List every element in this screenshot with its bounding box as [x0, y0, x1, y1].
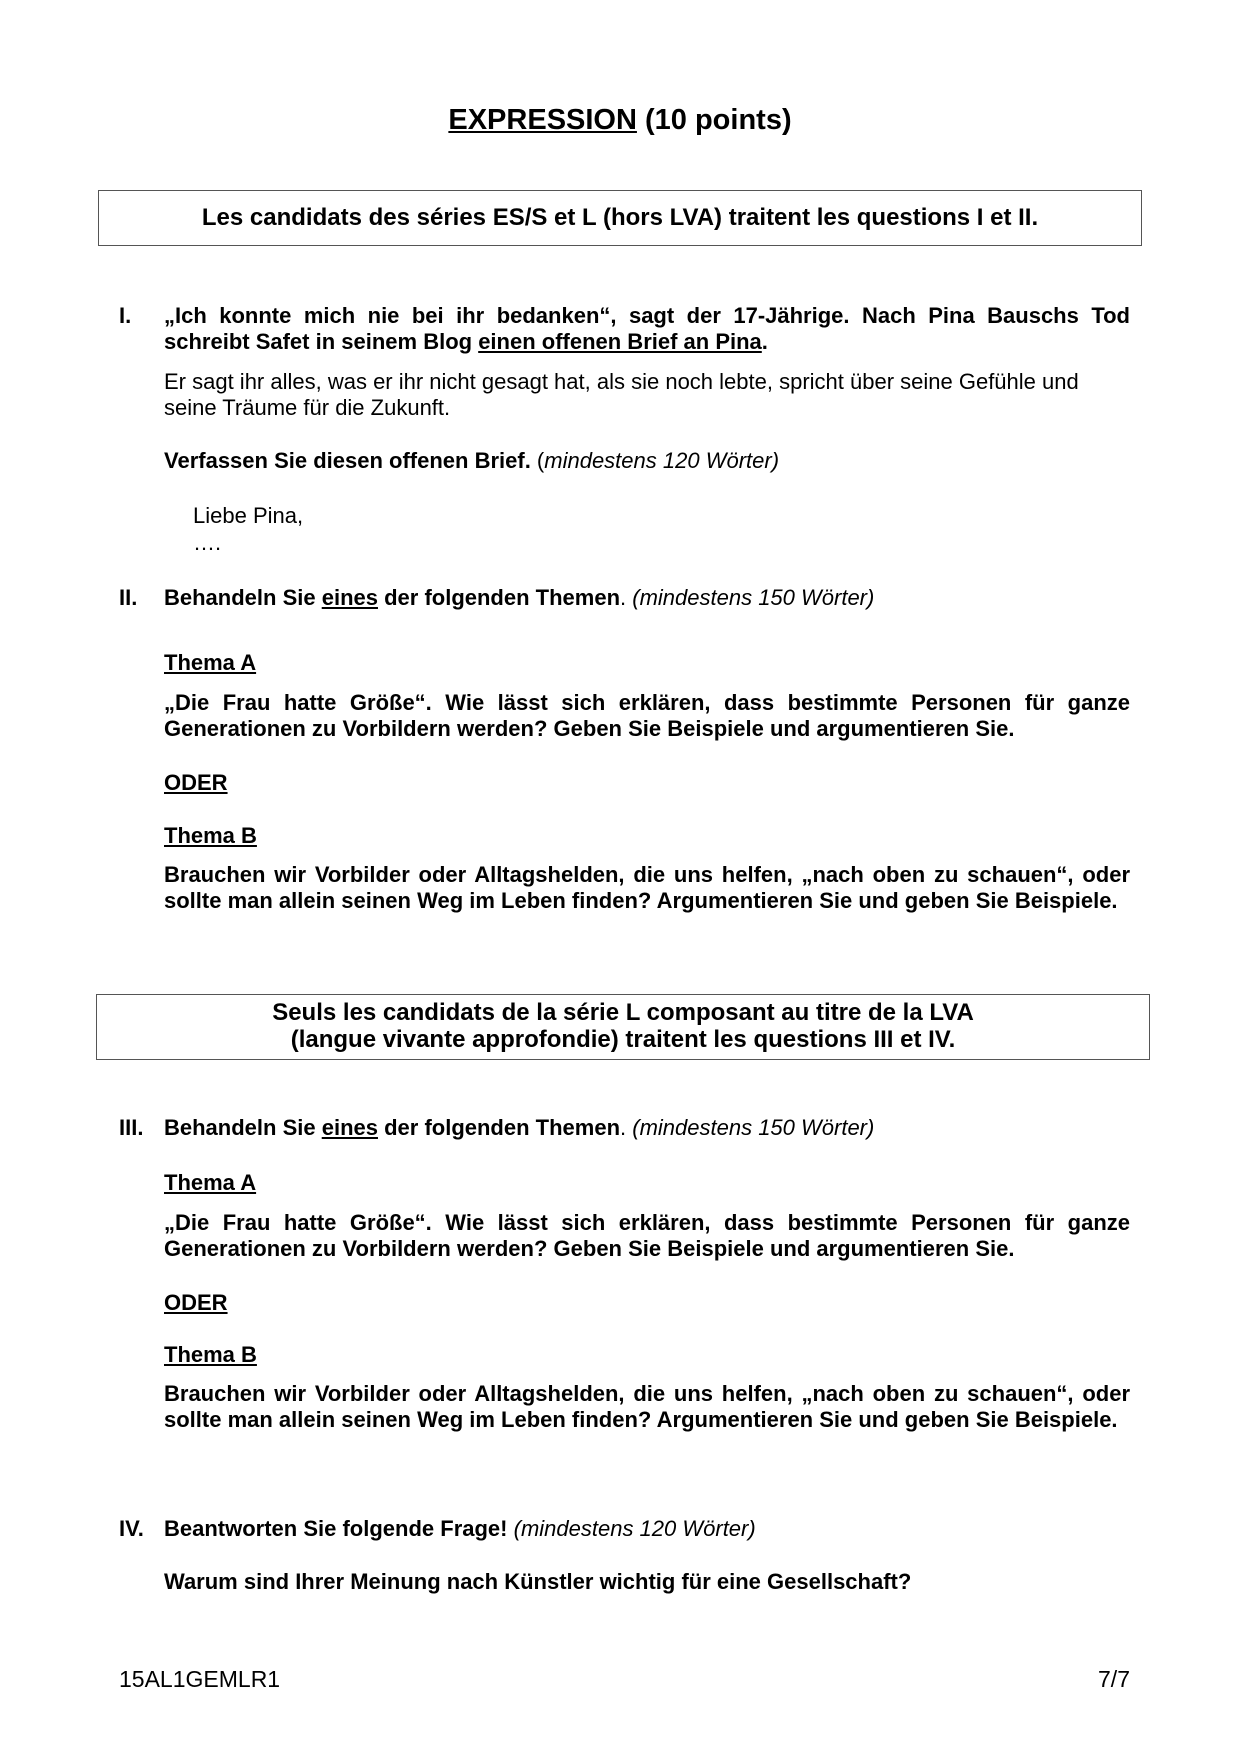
letter-ellipsis: ….	[193, 530, 222, 555]
question-3-instruction	[164, 1115, 1130, 1141]
question-2-theme-b-label: Thema B	[164, 823, 257, 848]
question-4-question: Warum sind Ihrer Meinung nach Künstler wichtig für eine Gesellschaft?	[164, 1569, 912, 1594]
question-4-instruction	[164, 1516, 1130, 1542]
question-2-instr-underlined: eines	[321, 585, 378, 610]
question-4-number: IV.	[119, 1516, 144, 1541]
question-3-theme-a-label: Thema A	[164, 1170, 257, 1195]
question-4-instr-bold: Beantworten Sie folgende Frage!	[164, 1516, 508, 1541]
question-3-instr-wordcount: (mindestens 150 Wörter)	[632, 1115, 875, 1140]
question-2-instruction	[164, 585, 1130, 611]
question-1-number: I.	[119, 303, 132, 328]
question-2-theme-a-text: „Die Frau hatte Größe“. Wie lässt sich erklären, dass bestimmte Personen für ganze Generationen zu Vorbildern werden? Geben Sie Beispiele und argumentieren Sie.	[164, 690, 1130, 741]
question-1-prompt	[164, 303, 1130, 355]
question-2-theme-a-label: Thema A	[164, 650, 257, 675]
title-underlined: EXPRESSION	[448, 104, 637, 136]
question-4-instr-wordcount: (mindestens 120 Wörter)	[507, 1516, 756, 1541]
box-2-line-2: (langue vivante approfondie) traitent les questions III et IV.	[290, 1026, 956, 1053]
page-title	[0, 104, 1240, 137]
question-1-prompt-end: .	[761, 329, 768, 354]
candidates-box-2	[96, 994, 1150, 1060]
question-2-instr-a: Behandeln Sie	[164, 585, 322, 610]
question-2-instr-dot: .	[620, 585, 633, 610]
candidates-box-1: Les candidats des séries ES/S et L (hors LVA) traitent les questions I et II.	[98, 190, 1142, 246]
question-2-oder: ODER	[164, 770, 228, 795]
question-3-theme-b-label: Thema B	[164, 1342, 257, 1367]
footer-page-number: 7/7	[1098, 1666, 1130, 1692]
question-1-instruction	[164, 448, 1130, 474]
question-3-instr-dot: .	[620, 1115, 633, 1140]
question-2-instr-wordcount: (mindestens 150 Wörter)	[632, 585, 875, 610]
question-1-instruction-bold: Verfassen Sie diesen offenen Brief.	[164, 448, 531, 473]
question-1-prompt-text: „Ich konnte mich nie bei ihr bedanken“, sagt der 17-Jährige. Nach Pina Bauschs Tod schreibt Safet in seinem Blog	[164, 303, 1130, 354]
question-1-description: Er sagt ihr alles, was er ihr nicht gesagt hat, als sie noch lebte, spricht über seine Gefühle und seine Träume für die Zukunft.	[164, 369, 1079, 420]
question-3-number: III.	[119, 1115, 144, 1140]
title-rest: (10 points)	[636, 104, 792, 136]
question-1-prompt-underlined: einen offenen Brief an Pina	[478, 329, 762, 354]
question-1-instruction-paren: (	[530, 448, 545, 473]
question-3-oder: ODER	[164, 1290, 228, 1315]
letter-salutation: Liebe Pina,	[193, 503, 304, 528]
footer-code: 15AL1GEMLR1	[119, 1666, 281, 1692]
question-2-theme-b-text: Brauchen wir Vorbilder oder Alltagshelden, die uns helfen, „nach oben zu schauen“, oder sollte man allein seinen Weg im Leben finden? Argumentieren Sie und geben Sie Beispiele.	[164, 862, 1130, 913]
question-3-instr-underlined: eines	[321, 1115, 378, 1140]
question-1-instruction-wordcount: mindestens 120 Wörter)	[544, 448, 780, 473]
question-3-theme-b-text: Brauchen wir Vorbilder oder Alltagshelden, die uns helfen, „nach oben zu schauen“, oder sollte man allein seinen Weg im Leben finden? Argumentieren Sie und geben Sie Beispiele.	[164, 1381, 1130, 1432]
question-3-instr-a: Behandeln Sie	[164, 1115, 322, 1140]
question-3-theme-a-text: „Die Frau hatte Größe“. Wie lässt sich erklären, dass bestimmte Personen für ganze Generationen zu Vorbildern werden? Geben Sie Beispiele und argumentieren Sie.	[164, 1210, 1130, 1261]
question-3-instr-b: der folgenden Themen	[377, 1115, 621, 1140]
question-2-number: II.	[119, 585, 138, 610]
question-2-instr-b: der folgenden Themen	[377, 585, 621, 610]
box-2-line-1: Seuls les candidats de la série L composant au titre de la LVA	[272, 999, 974, 1026]
